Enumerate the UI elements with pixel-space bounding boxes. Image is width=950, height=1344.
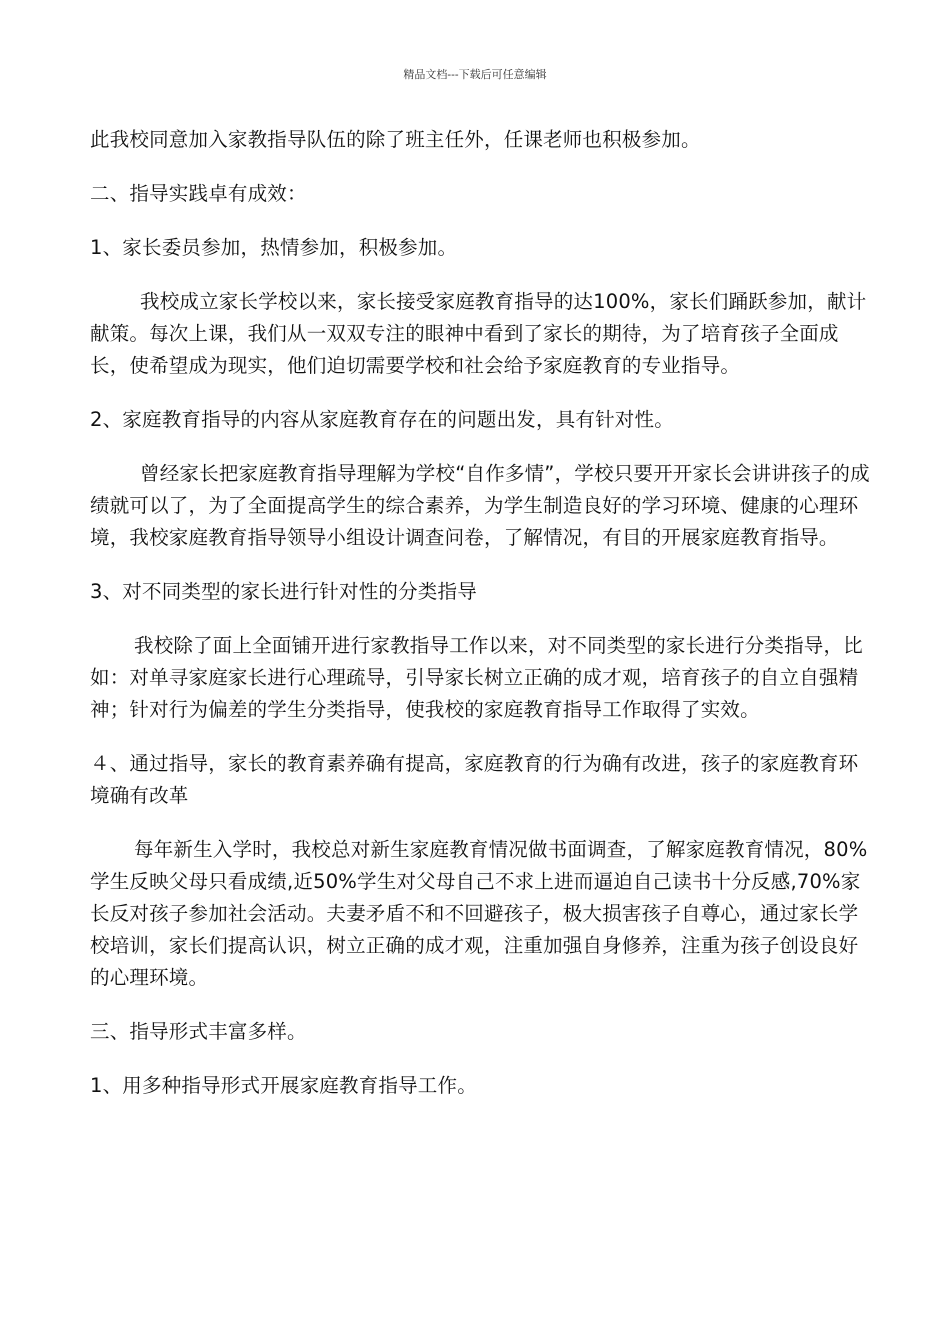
subheading-2: 2、家庭教育指导的内容从家庭教育存在的问题出发，具有针对性。 (90, 408, 674, 431)
document-body (90, 124, 870, 1102)
paragraph-survey: 每年新生入学时，我校总对新生家庭教育情况做书面调查，了解家庭教育情况，80%学生反映父母只看成绩,近50%学生对父母自己不求上进而逼迫自己读书十分反感,70%家长反对孩子参加社会活动。夫妻矛盾不和不回避孩子，极大损害孩子自尊心，通过家长学校培训，家长们提高认识，树立正确的成才观，注重加强自身修养，注重为孩子创设良好的心理环境。 (90, 838, 868, 989)
subheading-4: ４、通过指导，家长的教育素养确有提高，家庭教育的行为确有改进，孩子的家庭教育环境确有改革 (90, 752, 859, 807)
section-heading-3: 三、指导形式丰富多样。 (90, 1020, 307, 1043)
subheading-3: 3、对不同类型的家长进行针对性的分类指导 (90, 580, 477, 603)
paragraph-continuation: 此我校同意加入家教指导队伍的除了班主任外，任课老师也积极参加。 (90, 128, 701, 151)
paragraph-classified-guidance: 我校除了面上全面铺开进行家教指导工作以来，对不同类型的家长进行分类指导，比如：对单寻家庭家长进行心理疏导，引导家长树立正确的成才观，培育孩子的自立自强精神；针对行为偏差的学生分类指导，使我校的家庭教育指导工作取得了实效。 (90, 634, 863, 721)
paragraph-parent-school: 我校成立家长学校以来，家长接受家庭教育指导的达100%，家长们踊跃参加，献计献策。每次上课，我们从一双双专注的眼神中看到了家长的期待，为了培育孩子全面成长，使希望成为现实，他们迫切需要学校和社会给予家庭教育的专业指导。 (90, 290, 867, 377)
subheading-3-1: 1、用多种指导形式开展家庭教育指导工作。 (90, 1074, 477, 1097)
subheading-1: 1、家长委员参加，热情参加，积极参加。 (90, 236, 458, 259)
section-heading-2: 二、指导实践卓有成效： (90, 182, 307, 205)
paragraph-guidance-content: 曾经家长把家庭教育指导理解为学校“自作多情”，学校只要开开家长会讲讲孩子的成绩就可以了，为了全面提高学生的综合素养，为学生制造良好的学习环境、健康的心理环境，我校家庭教育指导领导小组设计调查问卷，了解情况，有目的开展家庭教育指导。 (90, 462, 870, 549)
page-header-watermark: 精品文档---下载后可任意编辑 (403, 68, 547, 81)
